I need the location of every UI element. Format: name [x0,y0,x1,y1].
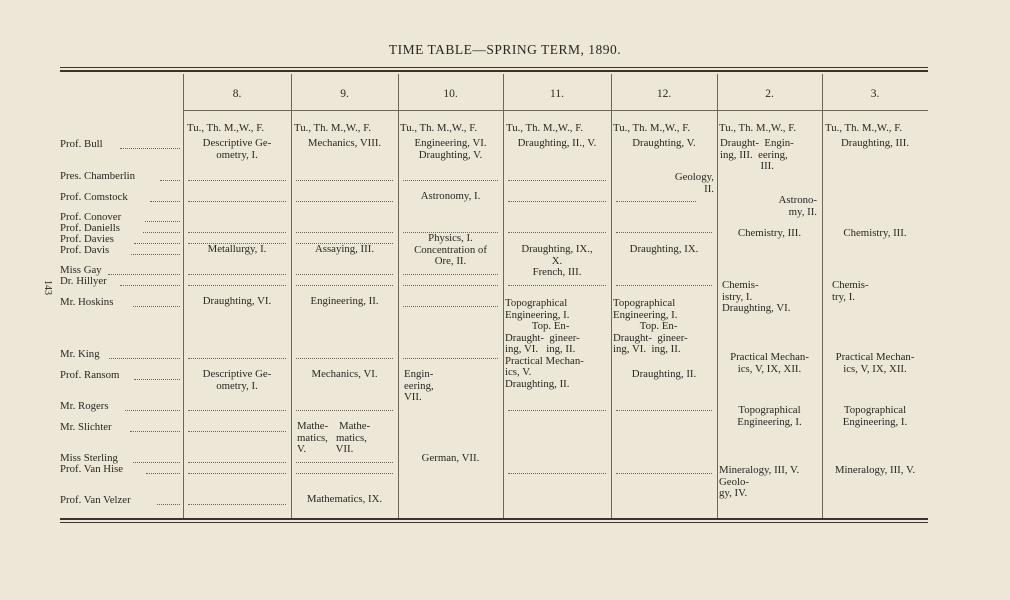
name-slichter: Mr. Slichter [60,421,112,433]
dot-leader [296,180,393,181]
dot-leader [508,201,606,202]
dot-leader [508,285,606,286]
dot-leader [188,180,286,181]
dot-leader [130,431,180,432]
dot-leader [125,410,180,411]
dot-leader [160,180,180,181]
cell-davis-9: Assaying, III. [314,243,375,255]
cell-davis-8: Metallurgy, I. [207,243,267,255]
cell-ransom-10: Engin- eering, VII. [404,368,434,403]
name-king: Mr. King [60,348,100,360]
dot-leader [616,201,696,202]
hour-header: 10. [443,88,458,100]
dot-leader [108,274,180,275]
dot-leader [296,201,393,202]
dot-leader [508,473,606,474]
dot-leader [508,232,606,233]
cell-king-2: Practical Mechan- ics, V, IX, XII. [730,351,809,375]
page-title: TIME TABLE—SPRING TERM, 1890. [388,42,622,57]
name-van-hise: Prof. Van Hise [60,463,124,475]
name-ransom: Prof. Ransom [60,369,120,381]
cell-hillyer-3: Chemis- try, I. [832,279,869,303]
cell-bull-11: Draughting, II., V. [517,137,597,149]
bottom-rule-thin [60,522,928,523]
cell-hoskins-9: Engineering, II. [310,295,379,307]
days-header: Tu., Th. M.,W., F. [400,122,478,134]
dot-leader [188,473,286,474]
cell-geology-12: Geology, II. [674,171,714,195]
hour-header: 8. [232,88,242,100]
dot-leader [188,285,286,286]
dot-leader [508,410,606,411]
hour-header: 11. [550,88,564,100]
dot-leader [616,232,712,233]
dot-leader [109,358,180,359]
dot-leader [296,462,393,463]
dot-leader [188,232,286,233]
hour-header: 9. [340,88,349,100]
cell-astronomy-2: Astrono- my, II. [778,194,817,218]
dot-leader [120,148,180,149]
dot-leader [296,358,393,359]
dot-leader [616,285,712,286]
dot-leader [146,473,180,474]
dot-leader [134,379,180,380]
name-rogers: Mr. Rogers [60,400,109,412]
name-conover: Prof. Conover [60,211,122,223]
dot-leader [403,306,498,307]
dot-leader [133,306,180,307]
dot-leader [616,410,712,411]
dot-leader [145,221,180,222]
dot-leader [143,232,180,233]
days-header: Tu., Th. M.,W., F. [294,122,372,134]
top-rule [60,67,928,68]
cell-bull-3: Draughting, III. [840,137,910,149]
dot-leader [188,274,286,275]
name-gay: Miss Gay [60,264,102,276]
days-header: Tu., Th. M.,W., F. [187,122,265,134]
cell-king-3: Practical Mechan- ics, V, IX, XII. [835,351,915,375]
dot-leader [188,431,286,432]
dot-leader [296,232,393,233]
dot-leader [188,410,286,411]
name-sterling: Miss Sterling [60,452,118,464]
dot-leader [403,274,498,275]
cell-ransom-8: Descriptive Ge- ometry, I. [202,368,272,392]
cell-hoskins-11: Topographical Engineering, I. Top. En- Draught- gineer- ing, VI. ing, II. Practical Mechan- ics, V. Draughting, II. [505,297,584,390]
dot-leader [508,180,606,181]
column-divider [717,74,718,518]
cell-ransom-9: Mechanics, VI. [311,368,378,380]
cell-davies-2: Chemistry, III. [737,227,802,239]
cell-sterling-10: German, VII. [421,452,480,464]
days-header: Tu., Th. M.,W., F. [825,122,903,134]
cell-slichter-9: Mathe- Mathe- matics, matics, V. VII. [297,420,371,455]
hour-header: 12. [656,88,672,100]
cell-rogers-2: Topographical Engineering, I. [737,404,802,428]
dot-leader [120,285,180,286]
name-davies: Prof. Davies [60,233,114,245]
dot-leader [133,462,180,463]
dot-leader [131,254,180,255]
cell-davis-11: Draughting, IX., X. French, III. [521,243,593,278]
cell-vanhise-3: Mineralogy, III, V. [834,464,916,476]
cell-comstock-10: Astronomy, I. [420,190,481,202]
name-van-velzer: Prof. Van Velzer [60,494,131,506]
dot-leader [616,473,712,474]
cell-bull-9: Mechanics, VIII. [307,137,382,149]
header-rule [183,110,928,111]
dot-leader [296,274,393,275]
days-header: Tu., Th. M.,W., F. [506,122,584,134]
days-header: Tu., Th. M.,W., F. [719,122,797,134]
name-comstock: Prof. Comstock [60,191,128,203]
bottom-rule [60,518,928,520]
days-header: Tu., Th. M.,W., F. [613,122,691,134]
name-davis: Prof. Davis [60,244,110,256]
dot-leader [403,285,498,286]
cell-hoskins-12: Topographical Engineering, I. Top. En- Draught- gineer- ing, VI. ing, II. [613,297,688,355]
cell-hoskins-8: Draughting, VI. [202,295,272,307]
cell-bull-12: Draughting, V. [632,137,696,149]
name-hoskins: Mr. Hoskins [60,296,114,308]
cell-hillyer-2: Chemis- istry, I. Draughting, VI. [722,279,791,314]
dot-leader [403,358,498,359]
cell-ransom-12: Draughting, II. [631,368,697,380]
cell-davies-3: Chemistry, III. [843,227,907,239]
name-chamberlin: Pres. Chamberlin [60,170,135,182]
cell-davis-12: Draughting, IX. [629,243,699,255]
dot-leader [188,201,286,202]
dot-leader [403,180,498,181]
dot-leader [188,504,286,505]
top-rule-thick [60,70,928,72]
dot-leader [157,504,180,505]
dot-leader [296,285,393,286]
hour-header: 3. [870,88,880,100]
cell-rogers-3: Topographical Engineering, I. [842,404,908,428]
dot-leader [150,201,180,202]
page-number: 143 [42,280,53,295]
dot-leader [188,462,286,463]
hour-header: 2. [765,88,774,100]
dot-leader [296,410,393,411]
name-bull: Prof. Bull [60,138,103,150]
dot-leader [134,243,180,244]
cell-bull-2: Draught- Engin- ing, III. eering, III. [720,137,794,172]
name-hillyer: Dr. Hillyer [60,275,107,287]
cell-bull-8: Descriptive Ge- ometry, I. [202,137,272,161]
cell-bull-10: Engineering, VI. Draughting, V. [414,137,487,161]
cell-vanvelzer-9: Mathematics, IX. [306,493,383,505]
dot-leader [188,358,286,359]
dot-leader [296,473,393,474]
name-daniells: Prof. Daniells [60,222,120,234]
cell-davies-10: Physics, I. Concentration of Ore, II. [414,232,487,267]
cell-vanhise-2: Mineralogy, III, V. Geolo- gy, IV. [719,464,800,499]
